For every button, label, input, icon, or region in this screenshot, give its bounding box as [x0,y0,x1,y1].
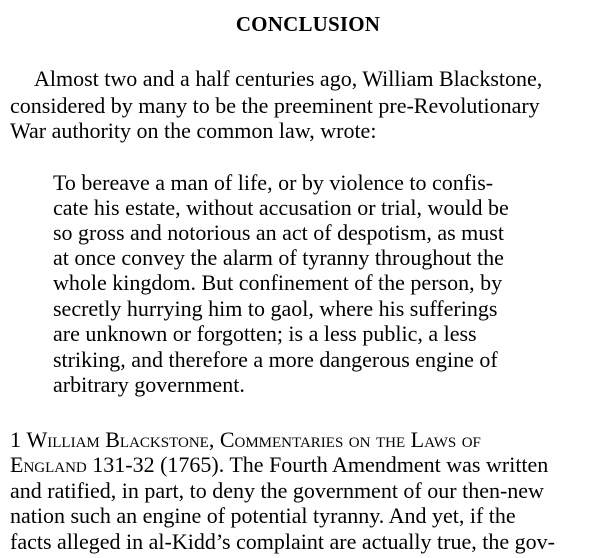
body-line-1: and ratified, in part, to deny the government of our then-new [10,478,544,503]
quote-line-5: whole kingdom. But confinement of the person, by [53,270,503,295]
citation-pages-year: 131-32 (1765). [92,452,225,477]
body-line-3: facts alleged in al-Kidd’s complaint are actually true, the gov- [10,529,555,554]
intro-line-1: Almost two and a half centuries ago, William Blackstone, [34,66,543,91]
intro-line-3: War authority on the common law, wrote: [10,118,377,143]
citation-author: William Blackstone [26,427,209,452]
quote-line-4: at once convey the alarm of tyranny throughout the [53,245,504,270]
citation-following-text: The Fourth Amendment was written [229,452,549,477]
quote-line-7: are unknown or forgotten; is a less public, a less [53,321,477,346]
citation-title-part2: England [10,452,87,477]
citation-line: 1 William Blackstone, Commentaries on the Laws of [10,427,481,452]
citation-continuation-line [10,452,548,478]
citation-title-part1: Commentaries on the Laws of [219,427,481,452]
quote-line-1: To bereave a man of life, or by violence to confis- [53,170,494,195]
intro-line-2: considered by many to be the preeminent pre-Revolutionary [10,93,540,118]
body-line-2: nation such an engine of potential tyranny. And yet, if the [10,503,516,528]
quote-line-2: cate his estate, without accusation or trial, would be [53,195,509,220]
citation-volume: 1 [10,427,21,452]
section-heading: CONCLUSION [235,12,381,36]
quote-line-8: striking, and therefore a more dangerous engine of [53,347,498,372]
quote-line-3: so gross and notorious an act of despotism, as must [53,220,504,245]
quote-line-6: secretly hurrying him to gaol, where his sufferings [53,296,498,321]
quote-line-9: arbitrary government. [53,372,245,397]
